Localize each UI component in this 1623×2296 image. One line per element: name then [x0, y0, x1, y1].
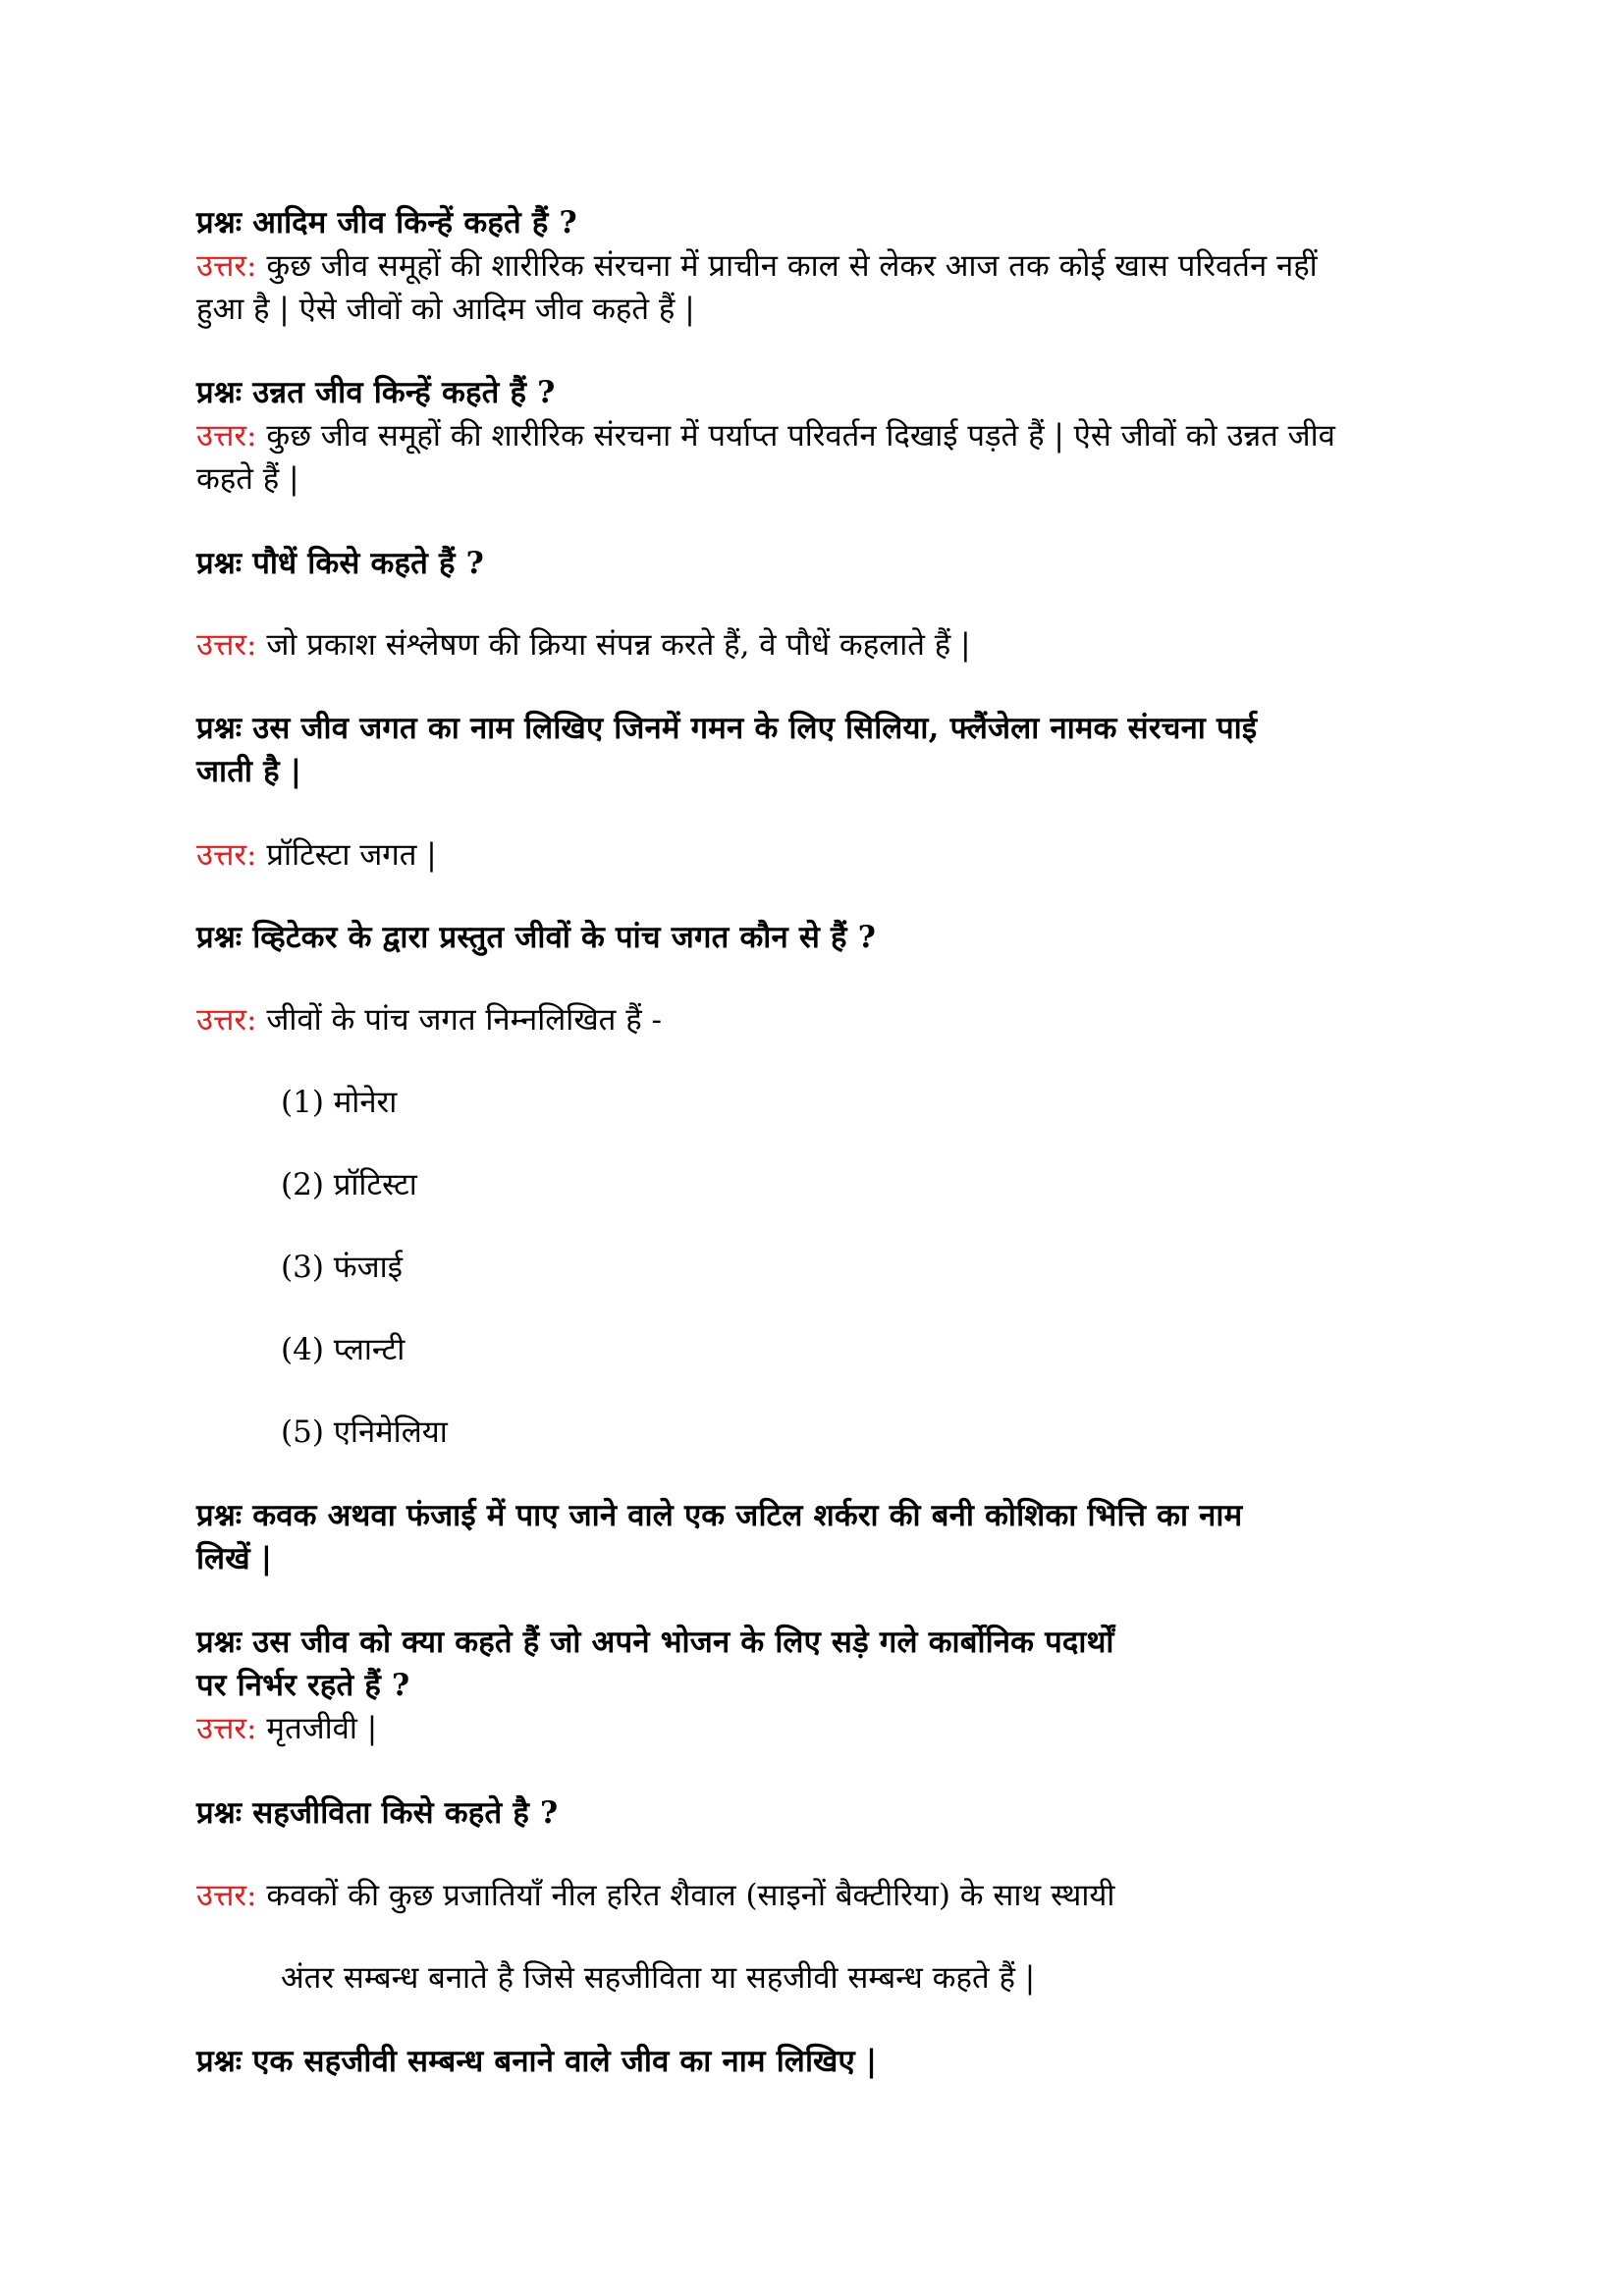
- answer-paudhe: उत्तर: जो प्रकाश संश्लेषण की क्रिया संपन्न करते हैं, वे पौधें कहलाते हैं |: [196, 627, 971, 663]
- list-item: (4) प्लान्टी: [281, 1332, 406, 1367]
- answer-label: उत्तर:: [196, 837, 257, 873]
- answer-label: उत्तर:: [196, 418, 257, 454]
- question-paudhe: प्रश्नः पौधें किसे कहते हैं ?: [196, 546, 485, 581]
- question-sahjeevi-jeev: प्रश्नः एक सहजीवी सम्बन्ध बनाने वाले जीव का नाम लिखिए |: [196, 2044, 878, 2079]
- question-unnat-jeev: प्रश्नः उन्नत जीव किन्हें कहते हैं ?: [196, 375, 556, 410]
- answer-sahjeevita-line-1: उत्तर: कवकों की कुछ प्रजातियाँ नील हरित शैवाल (साइनों बैक्टीरिया) के साथ स्थायी: [196, 1878, 1115, 1913]
- list-item: (1) मोनेरा: [281, 1085, 398, 1120]
- answer-adim-jeev-line-2: हुआ है | ऐसे जीवों को आदिम जीव कहते हैं |: [196, 292, 695, 327]
- answer-unnat-jeev-line-1: उत्तर: कुछ जीव समूहों की शारीरिक संरचना में पर्याप्त परिवर्तन दिखाई पड़ते हैं | ऐसे जीवों को उन्नत जीव: [196, 418, 1335, 454]
- answer-unnat-jeev-line-2: कहते हैं |: [196, 461, 299, 497]
- question-adim-jeev: प्रश्नः आदिम जीव किन्हें कहते हैं ?: [196, 205, 577, 240]
- question-kavak-line-1: प्रश्नः कवक अथवा फंजाई में पाए जाने वाले एक जटिल शर्करा की बनी कोशिका भित्ति का नाम: [196, 1498, 1243, 1533]
- answer-label: उत्तर:: [196, 1002, 257, 1038]
- question-protista-line-2: जाती है |: [196, 754, 302, 789]
- list-item: (3) फंजाई: [281, 1250, 403, 1285]
- answer-label: उत्तर:: [196, 627, 257, 663]
- answer-label: उत्तर:: [196, 248, 257, 284]
- answer-sahjeevita-line-2: अंतर सम्बन्ध बनाते है जिसे सहजीविता या सहजीवी सम्बन्ध कहते हैं |: [281, 1960, 1036, 1996]
- question-whittaker: प्रश्नः व्हिटेकर के द्वारा प्रस्तुत जीवों के पांच जगत कौन से हैं ?: [196, 920, 877, 955]
- list-item: (5) एनिमेलिया: [281, 1415, 448, 1450]
- answer-mritjeevi: उत्तर: मृतजीवी |: [196, 1711, 378, 1746]
- question-mritjeevi-line-2: पर निर्भर रहते हैं ?: [196, 1668, 410, 1703]
- question-kavak-line-2: लिखें |: [196, 1541, 273, 1576]
- answer-adim-jeev-line-1: उत्तर: कुछ जीव समूहों की शारीरिक संरचना में प्राचीन काल से लेकर आज तक कोई खास परिवर्तन नहीं: [196, 248, 1318, 284]
- answer-protista: उत्तर: प्रॉटिस्टा जगत |: [196, 837, 437, 873]
- question-protista-line-1: प्रश्नः उस जीव जगत का नाम लिखिए जिनमें गमन के लिए सिलिया, फ्लैंजेला नामक संरचना पाई: [196, 711, 1258, 746]
- question-sahjeevita: प्रश्नः सहजीविता किसे कहते है ?: [196, 1795, 559, 1831]
- answer-whittaker: उत्तर: जीवों के पांच जगत निम्नलिखित हैं -: [196, 1002, 663, 1038]
- answer-label: उत्तर:: [196, 1878, 257, 1913]
- question-mritjeevi-line-1: प्रश्नः उस जीव को क्या कहते हैं जो अपने भोजन के लिए सड़े गले कार्बोनिक पदार्थों: [196, 1625, 1114, 1660]
- list-item: (2) प्रॉटिस्टा: [281, 1167, 417, 1202]
- answer-label: उत्तर:: [196, 1711, 257, 1746]
